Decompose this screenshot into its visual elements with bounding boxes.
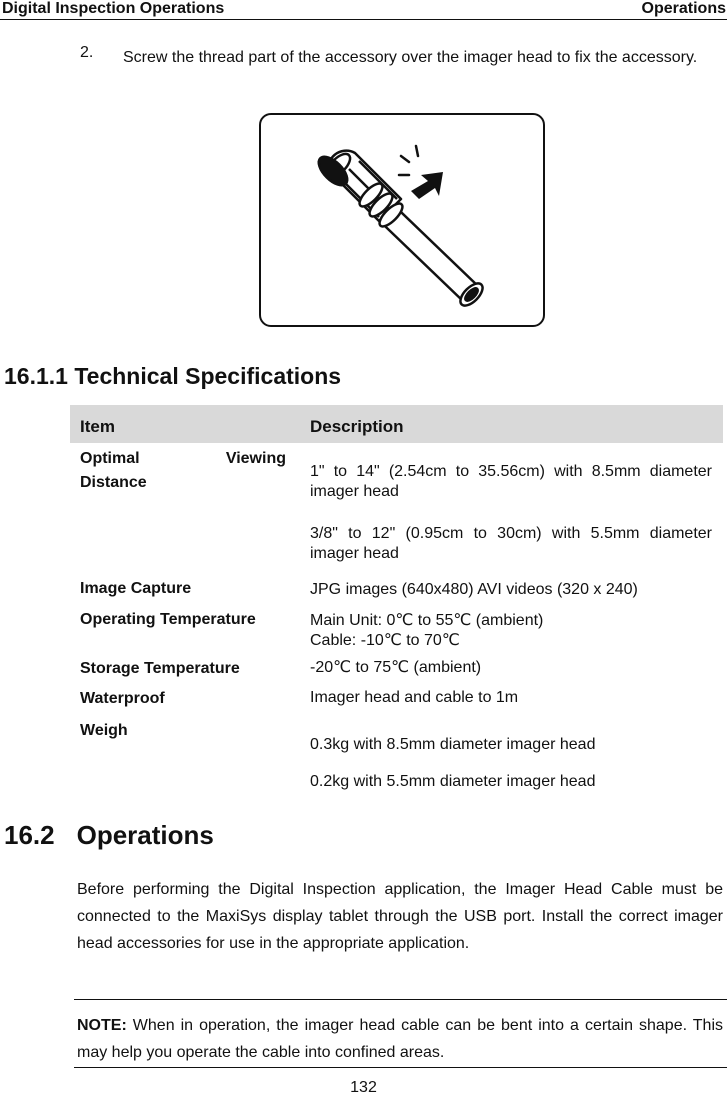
note-label: NOTE: (77, 1017, 127, 1034)
header-divider (0, 19, 727, 20)
section-heading-operations (4, 820, 214, 851)
imager-head-accessory-icon (261, 115, 542, 324)
spec-row-value: 1" to 14" (2.54cm to 35.56cm) with 8.5mm diameter imager head (310, 463, 712, 500)
spec-row-label: Operating Temperature (80, 611, 256, 628)
section-heading-technical-specifications: 16.1.1 Technical Specifications (4, 363, 342, 389)
section-number: 16.2 (4, 820, 55, 850)
spec-row-value: -20℃ to 75℃ (ambient) (310, 659, 482, 676)
spec-row-value: Cable: -10℃ to 70℃ (310, 632, 460, 649)
section-title: Operations (76, 820, 214, 850)
spec-row-label: Weigh (80, 722, 128, 739)
header-chapter-title: Operations (641, 0, 726, 17)
accessory-figure (259, 113, 545, 327)
spec-label-part: Viewing (225, 450, 286, 467)
spec-row-value: 0.2kg with 5.5mm diameter imager head (310, 773, 596, 790)
operations-paragraph: Before performing the Digital Inspection application, the Imager Head Cable must be connected to the MaxiSys display tablet through the USB port. Install the correct imager head accessories for use in the appropriate application. (77, 881, 723, 952)
step-number: 2. (80, 44, 94, 61)
spec-row-label: Distance (80, 474, 147, 491)
spec-row-label: Storage Temperature (80, 660, 240, 677)
header-section-title: Digital Inspection Operations (2, 0, 225, 17)
spec-row-value: 0.3kg with 8.5mm diameter imager head (310, 736, 596, 753)
note-block (77, 1012, 723, 1066)
spec-row-label: Image Capture (80, 580, 192, 597)
step-text: Screw the thread part of the accessory over the imager head to fix the accessory. (123, 49, 698, 66)
note-bottom-rule (74, 1067, 727, 1068)
spec-row-value: 3/8" to 12" (0.95cm to 30cm) with 5.5mm diameter imager head (310, 525, 712, 562)
spec-row-value: Imager head and cable to 1m (310, 689, 519, 706)
spec-row-label: Waterproof (80, 690, 165, 707)
spec-row-value: Main Unit: 0℃ to 55℃ (ambient) (310, 612, 544, 629)
spec-row-label (80, 450, 286, 468)
spec-label-part: Optimal (80, 450, 140, 467)
column-header-description: Description (310, 417, 404, 436)
page-number: 132 (350, 1079, 377, 1096)
note-top-rule (74, 999, 727, 1000)
spec-row-value: JPG images (640x480) AVI videos (320 x 240) (310, 581, 638, 598)
note-text: When in operation, the imager head cable can be bent into a certain shape. This may help you operate the cable into confined areas. (77, 1017, 723, 1061)
column-header-item: Item (80, 417, 115, 436)
